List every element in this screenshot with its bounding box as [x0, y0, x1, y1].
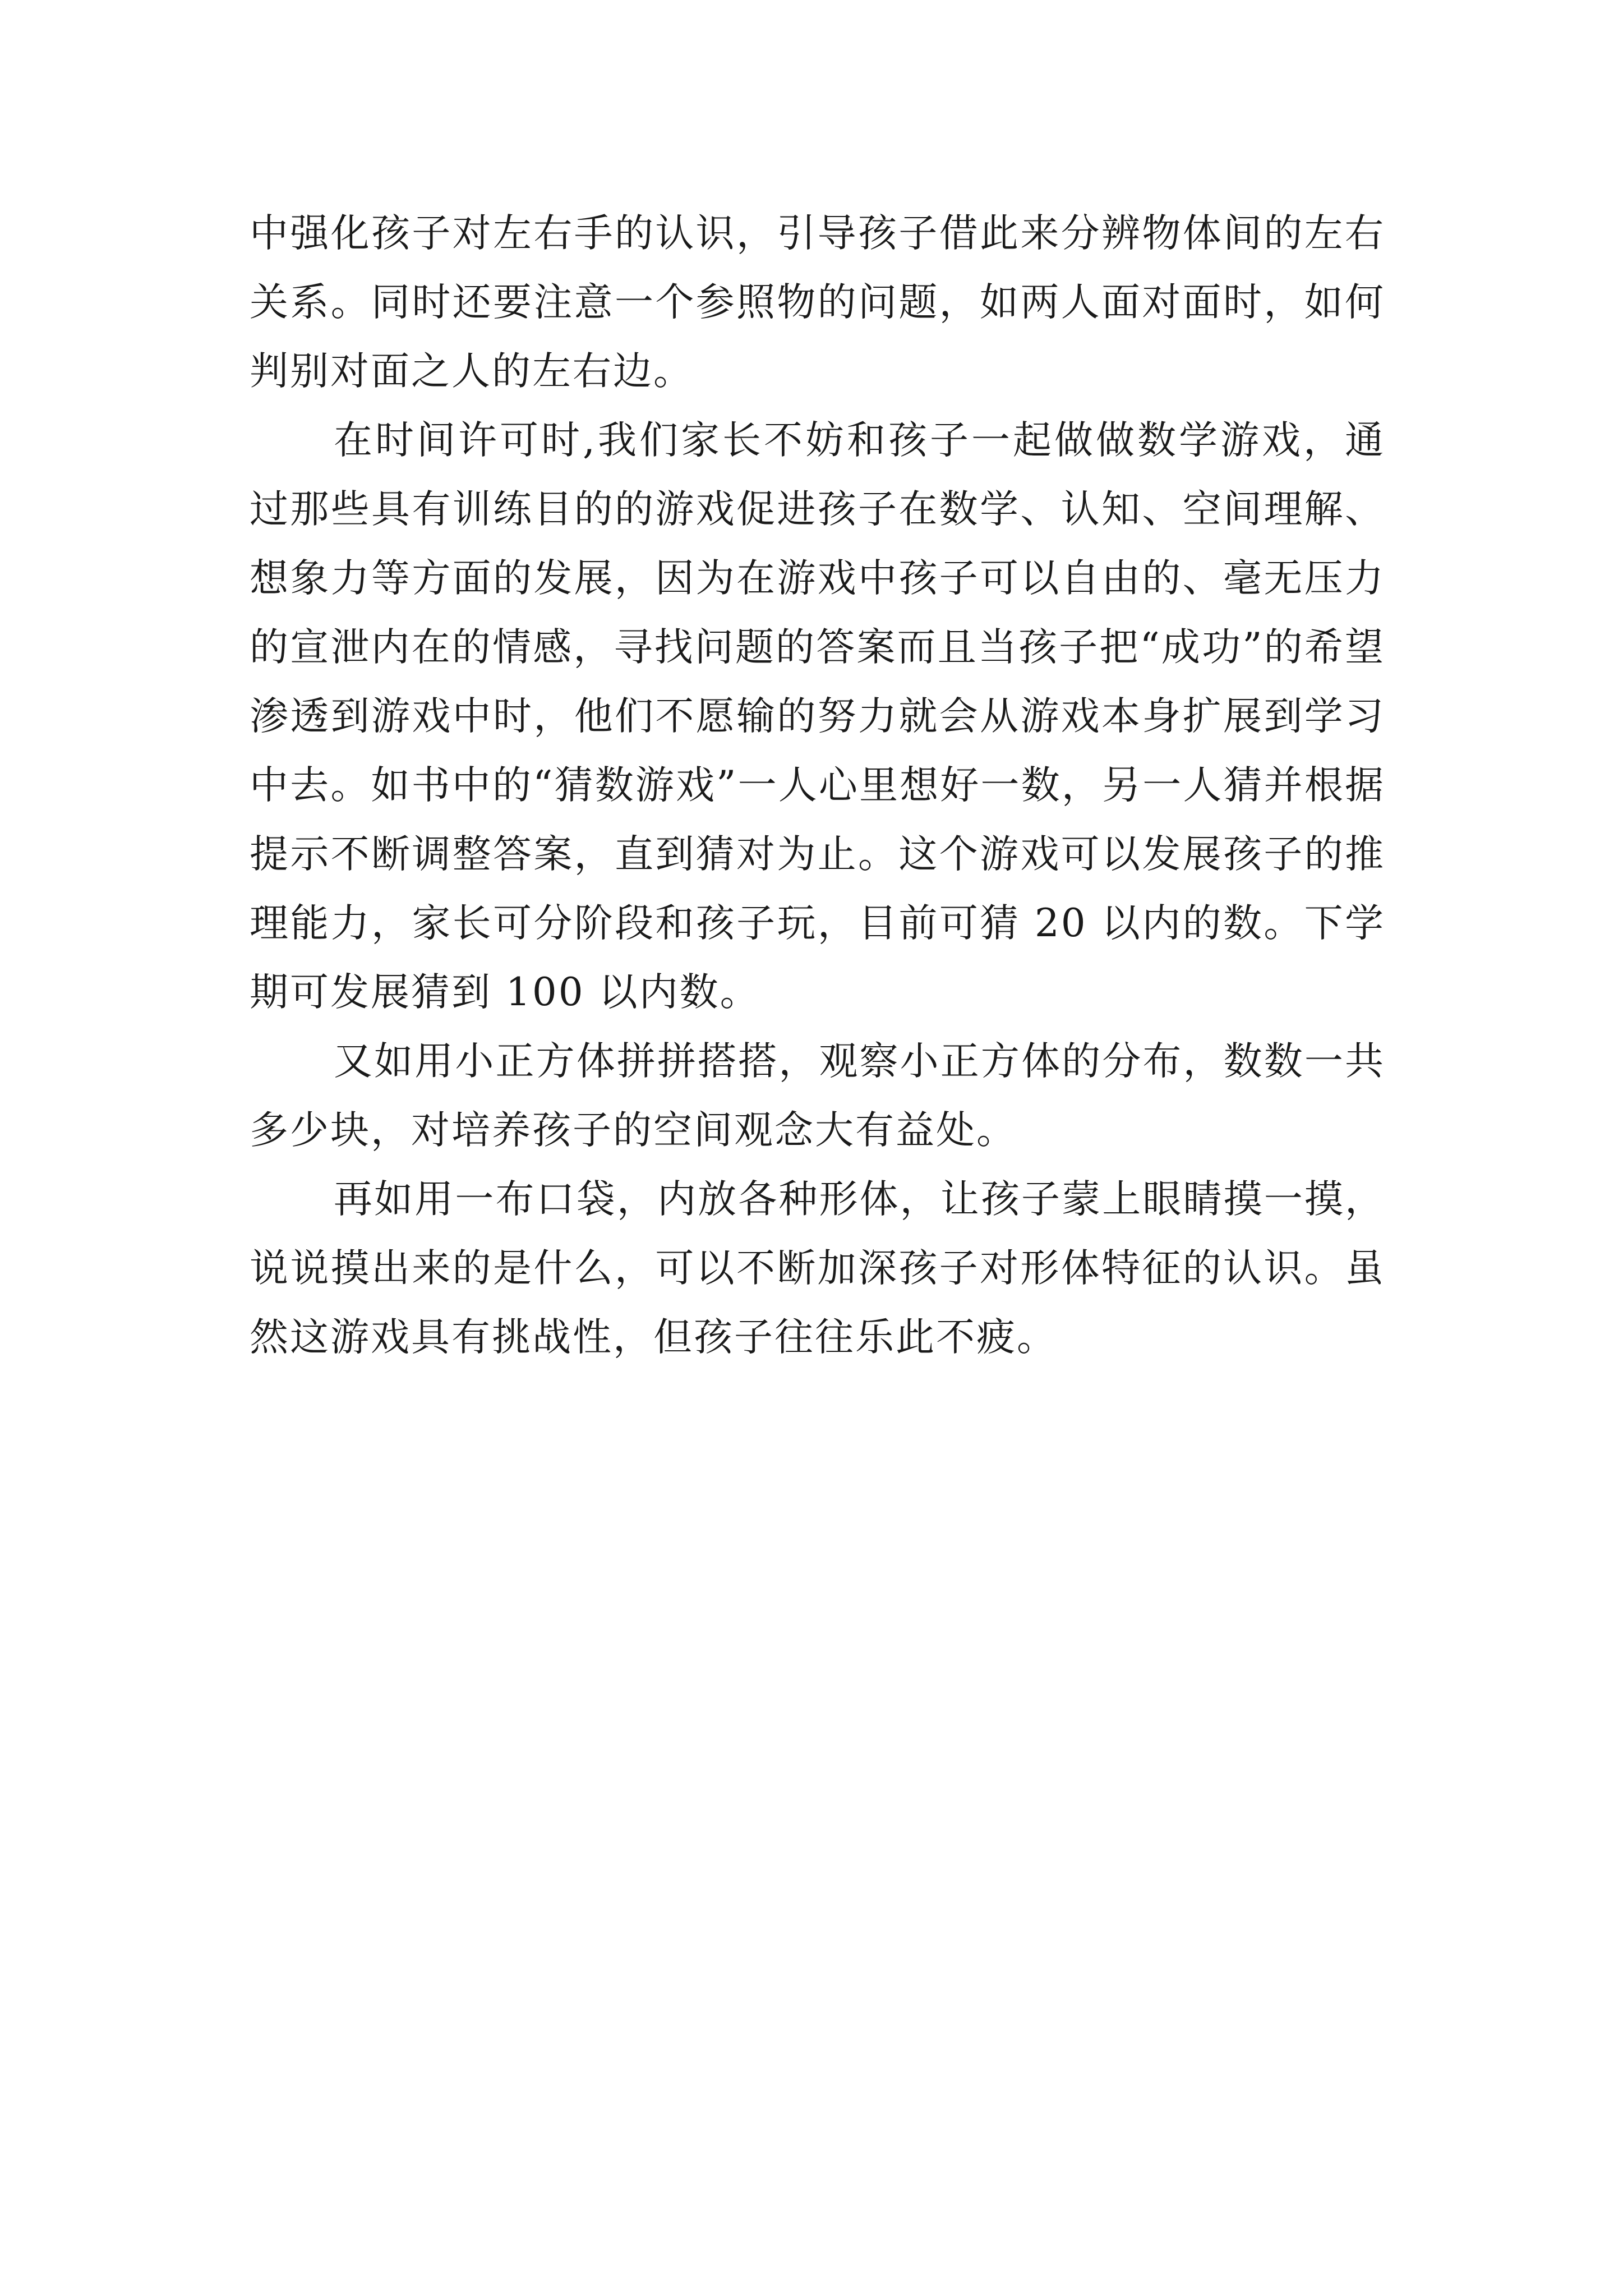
body-text — [250, 199, 1385, 1372]
paragraph-2: 在时间许可时,我们家长不妨和孩子一起做做数学游戏，通过那些具有训练目的的游戏促进孩子在数学、认知、空间理解、想象力等方面的发展，因为在游戏中孩子可以自由的、毫无压力的宣泄内在的情感，寻找问题的答案而且当孩子把“成功”的希望渗透到游戏中时，他们不愿输的努力就会从游戏本身扩展到学习中去。如书中的“猜数游戏”一人心里想好一数，另一人猜并根据提示不断调整答案，直到猜对为止。这个游戏可以发展孩子的推理能力，家长可分阶段和孩子玩，目前可猜 20 以内的数。下学期可发展猜到 100 以内数。 — [250, 418, 1385, 1015]
paragraph-3: 又如用小正方体拼拼搭搭，观察小正方体的分布，数数一共多少块，对培养孩子的空间观念大有益处。 — [250, 1039, 1385, 1153]
paragraph-1: 中强化孩子对左右手的认识，引导孩子借此来分辨物体间的左右关系。同时还要注意一个参照物的问题，如两人面对面时，如何判别对面之人的左右边。 — [250, 211, 1385, 394]
paragraph-4: 再如用一布口袋，内放各种形体，让孩子蒙上眼睛摸一摸，说说摸出来的是什么，可以不断加深孩子对形体特征的认识。虽然这游戏具有挑战性，但孩子往往乐此不疲。 — [250, 1177, 1385, 1360]
